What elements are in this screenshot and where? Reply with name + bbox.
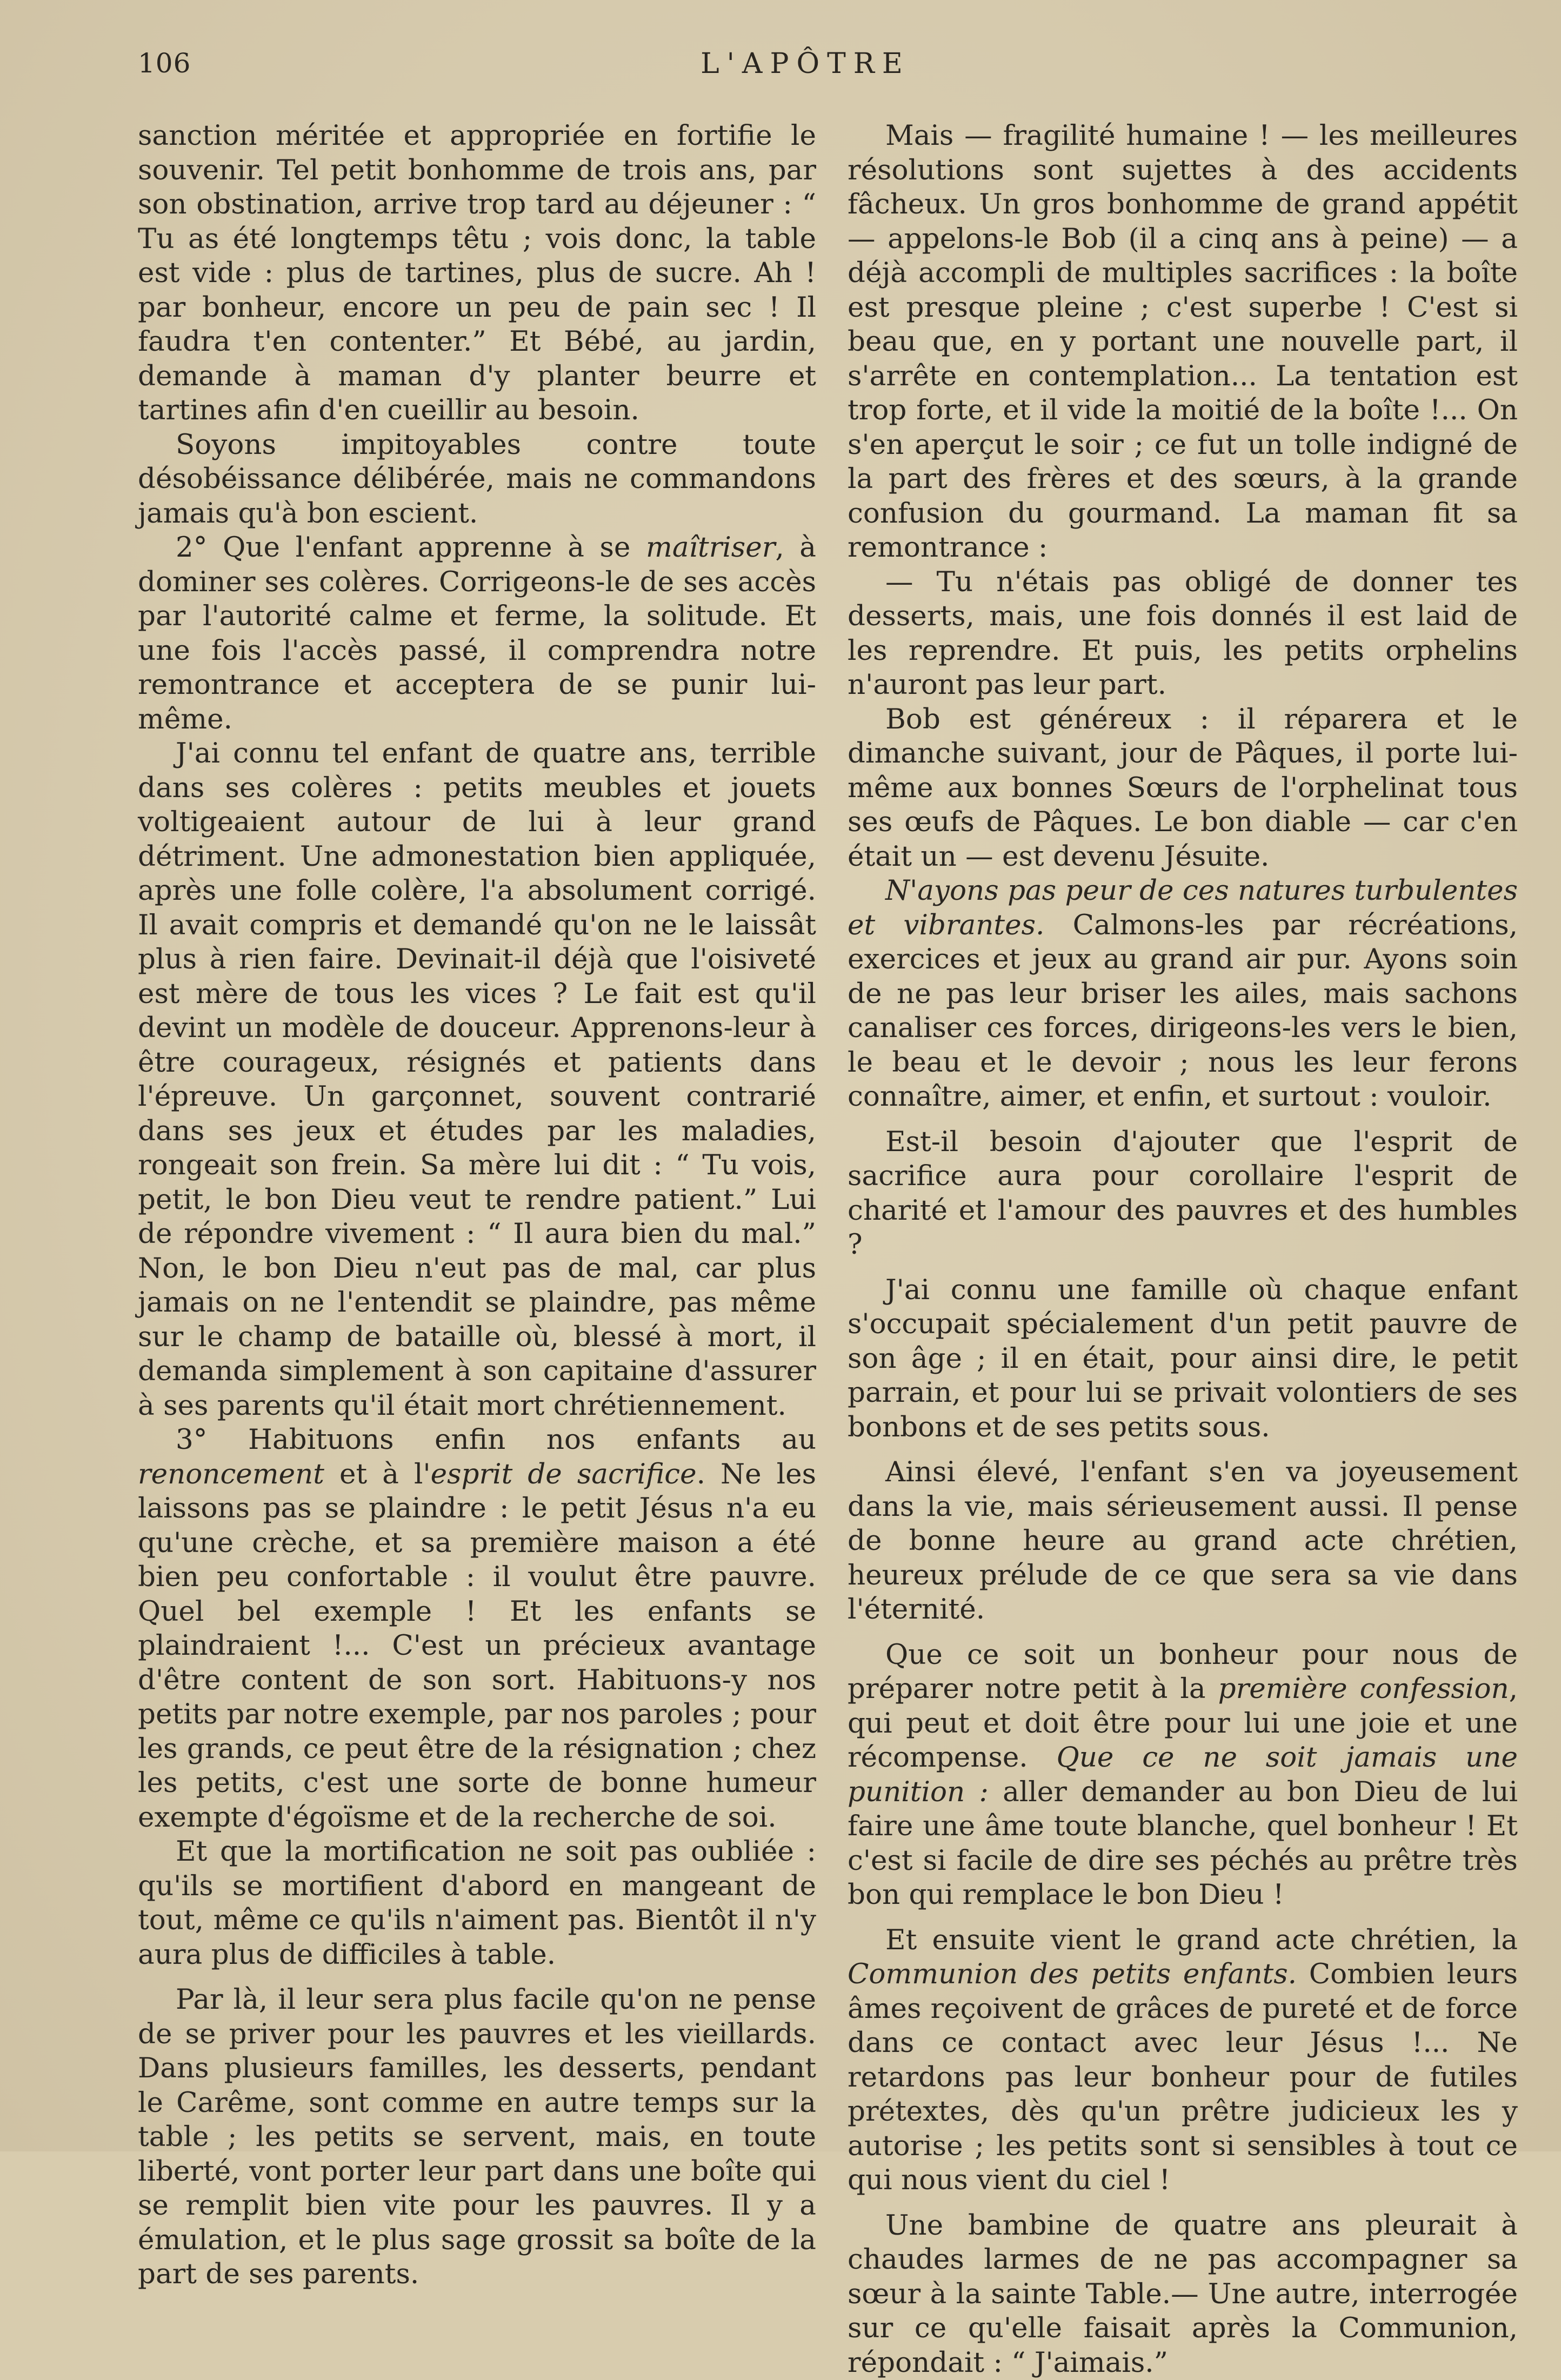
paragraph	[138, 1835, 816, 1972]
text-run: , qui peut et doit être pour lui une joie et une récompense.	[848, 1673, 1518, 1774]
text-run: J'ai connu une famille où chaque enfant s'occupait spécialement d'un petit pauvre de son âge ; il en était, pour ainsi dire, le petit parrain, et pour lui se privait volontiers de ses bonbons et de ses petits sous.	[848, 1274, 1518, 1443]
italic-text: renoncement	[138, 1458, 324, 1490]
text-run: . Ne les laissons pas se plaindre : le petit Jésus n'a eu qu'une crèche, et sa première maison a été bien peu confortable : il voulut être pauvre. Quel bel exemple ! Et les enfants se plaindraient !... C'est un précieux avantage d'être content de son sort. Habituons-y nos petits par notre exemple, par nos paroles ; pour les grands, ce peut être de la résignation ; chez les petits, c'est une sorte de bonne humeur exempte d'égoïsme et de la recherche de soi.	[138, 1458, 816, 1834]
text-run: Est-il besoin d'ajouter que l'esprit de sacrifice aura pour corollaire l'esprit de charité et l'amour des pauvres et des humbles ?	[848, 1126, 1518, 1261]
paragraph	[848, 874, 1518, 1114]
paragraph	[848, 1273, 1518, 1445]
paragraph	[138, 428, 816, 531]
text-run: J'ai connu tel enfant de quatre ans, terrible dans ses colères : petits meubles et jouets voltigeaient autour de lui à leur grand détriment. Une admonestation bien appliquée, après une folle colère, l'a absolument corrigé. Il avait compris et demandé qu'on ne le laissât plus à rien faire. Devinait-il déjà que l'oisiveté est mère de tous les vices ? Le fait est qu'il devint un modèle de douceur. Apprenons-leur à être courageux, résignés et patients dans l'épreuve. Un garçonnet, souvent contrarié dans ses jeux et études par les maladies, rongeait son frein. Sa mère lui dit : “ Tu vois, petit, le bon Dieu veut te rendre patient.” Lui de répondre vivement : “ Il aura bien du mal.” Non, le bon Dieu n'eut pas de mal, car plus jamais on ne l'entendit se plaindre, pas même sur le champ de bataille où, blessé à mort, il demanda simplement à son capitaine d'assurer à ses parents qu'il était mort chrétiennement.	[138, 737, 816, 1422]
text-run: et à l'	[324, 1458, 431, 1490]
italic-text: N'ayons pas peur de ces natures turbulentes et vibrantes.	[848, 874, 1518, 941]
paragraph	[848, 1125, 1518, 1262]
running-title: L'APÔTRE	[138, 48, 1473, 80]
right-column	[848, 119, 1518, 2380]
text-run: Et ensuite vient le grand acte chrétien, la	[885, 1924, 1518, 1956]
text-run: Que ce soit un bonheur pour nous de préparer notre petit à la	[848, 1639, 1518, 1706]
text-run: Calmons-les par récréations, exercices et jeux au grand air pur. Ayons soin de ne pas leur briser les ailes, mais sachons canaliser ces forces, dirigeons-les vers le bien, le beau et le devoir ; nous les leur ferons connaître, aimer, et enfin, et surtout : vouloir.	[848, 909, 1518, 1113]
italic-text: maîtriser	[646, 531, 775, 564]
paragraph	[848, 119, 1518, 565]
italic-text: Que ce ne soit jamais une punition :	[848, 1741, 1518, 1808]
text-run: Ainsi élevé, l'enfant s'en va joyeusement dans la vie, mais sérieusement aussi. Il pense de bonne heure au grand acte chrétien, heureux prélude de ce que sera sa vie dans l'éternité.	[848, 1456, 1518, 1626]
page-number: 106	[138, 48, 191, 79]
italic-text: première confession	[1218, 1673, 1509, 1705]
paragraph	[138, 531, 816, 737]
text-run: sanction méritée et appropriée en fortifie le souvenir. Tel petit bonhomme de trois ans, par son obstination, arrive trop tard au déjeuner : “ Tu as été longtemps têtu ; vois donc, la table est vide : plus de tartines, plus de sucre. Ah ! par bonheur, encore un peu de pain sec ! Il faudra t'en contenter.” Et Bébé, au jardin, demande à maman d'y planter beurre et tartines afin d'en cueillir au besoin.	[138, 119, 816, 426]
paragraph	[138, 119, 816, 428]
text-run: 3° Habituons enfin nos enfants au	[176, 1423, 816, 1456]
italic-text: Communion des petits enfants.	[848, 1958, 1297, 1990]
page-header	[138, 48, 1473, 85]
text-run: , à dominer ses colères. Corrigeons-le de ses accès par l'autorité calme et ferme, la solitude. Et une fois l'accès passé, il comprendra notre remontrance et acceptera de se punir lui-même.	[138, 531, 816, 736]
paragraph	[848, 1455, 1518, 1627]
paragraph	[138, 737, 816, 1423]
paragraph	[848, 1638, 1518, 1913]
paragraph	[848, 2209, 1518, 2380]
italic-text: esprit de sacrifice	[431, 1458, 697, 1490]
text-run: Par là, il leur sera plus facile qu'on ne pense de se priver pour les pauvres et les vieillards. Dans plusieurs familles, les desserts, pendant le Carême, sont comme en autre temps sur la table ; les petits se servent, mais, en toute liberté, vont porter leur part dans une boîte qui se remplit bien vite pour les pauvres. Il y a émulation, et le plus sage grossit sa boîte de la part de ses parents.	[138, 1983, 816, 2290]
paragraph	[848, 703, 1518, 874]
paragraph	[138, 1983, 816, 2292]
text-run: Et que la mortification ne soit pas oubliée : qu'ils se mortifient d'abord en mangeant de tout, même ce qu'ils n'aiment pas. Bientôt il n'y aura plus de difficiles à table.	[138, 1835, 816, 1971]
text-run: 2° Que l'enfant apprenne à se	[176, 531, 646, 564]
text-run: Une bambine de quatre ans pleurait à chaudes larmes de ne pas accompagner sa sœur à la sainte Table.— Une autre, interrogée sur ce qu'elle faisait après la Communion, répondait : “ J'aimais.”	[848, 2209, 1518, 2379]
text-run: aller demander au bon Dieu de lui faire une âme toute blanche, quel bonheur ! Et c'est si facile de dire ses péchés au prêtre très bon qui remplace le bon Dieu !	[848, 1776, 1518, 1911]
text-run: — Tu n'étais pas obligé de donner tes desserts, mais, une fois donnés il est laid de les reprendre. Et puis, les petits orphelins n'auront pas leur part.	[848, 566, 1518, 701]
paragraph	[138, 1423, 816, 1835]
left-column	[138, 119, 816, 2292]
text-run: Bob est généreux : il réparera et le dimanche suivant, jour de Pâques, il porte lui-même aux bonnes Sœurs de l'orphelinat tous ses œufs de Pâques. Le bon diable — car c'en était un — est devenu Jésuite.	[848, 703, 1518, 873]
paragraph	[848, 1923, 1518, 2198]
text-run: Mais — fragilité humaine ! — les meilleures résolutions sont sujettes à des accidents fâcheux. Un gros bonhomme de grand appétit — appelons-le Bob (il a cinq ans à peine) — a déjà accompli de multiples sacrifices : la boîte est presque pleine ; c'est superbe ! C'est si beau que, en y portant une nouvelle part, il s'arrête en contemplation... La tentation est trop forte, et il vide la moitié de la boîte !... On s'en aperçut le soir ; ce fut un tolle indigné de la part des frères et des sœurs, à la grande confusion du gourmand. La maman fit sa remontrance :	[848, 119, 1518, 564]
text-run: Combien leurs âmes reçoivent de grâces de pureté et de force dans ce contact avec leur Jésus !... Ne retardons pas leur bonheur pour de futiles prétextes, dès qu'un prêtre judicieux les y autorise ; les petits sont si sensibles à tout ce qui nous vient du ciel !	[848, 1958, 1518, 2196]
text-run: Soyons impitoyables contre toute désobéissance délibérée, mais ne commandons jamais qu'à bon escient.	[138, 429, 816, 530]
paragraph	[848, 565, 1518, 703]
